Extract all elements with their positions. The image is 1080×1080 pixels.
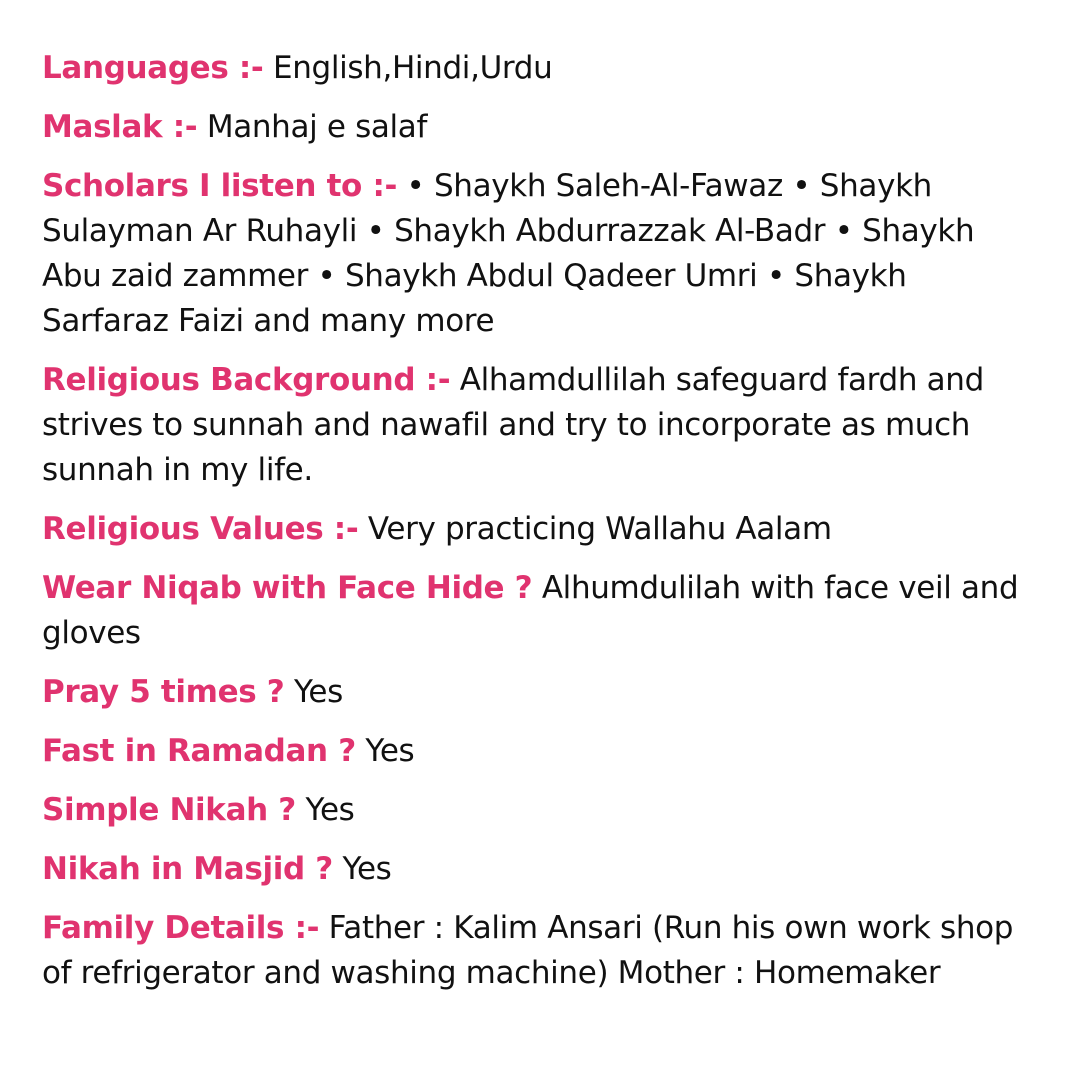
label-simple-nikah: Simple Nikah ? bbox=[42, 792, 296, 828]
value-languages: English,Hindi,Urdu bbox=[272, 50, 553, 86]
entry-niqab bbox=[42, 566, 1032, 656]
entry-languages bbox=[42, 46, 1032, 91]
label-religious-background: Religious Background :- bbox=[42, 362, 451, 398]
label-languages: Languages :- bbox=[42, 50, 264, 86]
label-religious-values: Religious Values :- bbox=[42, 511, 359, 547]
entry-family-details bbox=[42, 906, 1032, 996]
label-fast: Fast in Ramadan ? bbox=[42, 733, 356, 769]
entry-scholars bbox=[42, 164, 1032, 344]
entry-nikah-masjid bbox=[42, 847, 1032, 892]
label-nikah-masjid: Nikah in Masjid ? bbox=[42, 851, 333, 887]
label-maslak: Maslak :- bbox=[42, 109, 198, 145]
label-niqab: Wear Niqab with Face Hide ? bbox=[42, 570, 533, 606]
value-scholars: • Shaykh Saleh-Al-Fawaz • Shaykh Sulayman Ar Ruhayli • Shaykh Abdurrazzak Al-Badr • Shaykh Abu zaid zammer • Shaykh Abdul Qadeer Umri • Shaykh Sarfaraz Faizi and many more bbox=[42, 168, 975, 339]
value-religious-values: Very practicing Wallahu Aalam bbox=[367, 511, 832, 547]
entry-pray bbox=[42, 670, 1032, 715]
entry-religious-background bbox=[42, 358, 1032, 493]
label-pray: Pray 5 times ? bbox=[42, 674, 285, 710]
entry-fast bbox=[42, 729, 1032, 774]
value-family-details: Father : Kalim Ansari (Run his own work shop of refrigerator and washing machine) Mother : Homemaker bbox=[42, 910, 1014, 991]
label-family-details: Family Details :- bbox=[42, 910, 320, 946]
value-religious-background: Alhamdullilah safeguard fardh and strives to sunnah and nawafil and try to incorporate as much sunnah in my life. bbox=[42, 362, 984, 488]
value-niqab: Alhumdulilah with face veil and gloves bbox=[42, 570, 1019, 651]
value-simple-nikah: Yes bbox=[305, 792, 355, 828]
profile-details bbox=[42, 46, 1032, 1010]
value-maslak: Manhaj e salaf bbox=[206, 109, 428, 145]
entry-simple-nikah bbox=[42, 788, 1032, 833]
value-nikah-masjid: Yes bbox=[342, 851, 392, 887]
value-pray: Yes bbox=[293, 674, 343, 710]
value-fast: Yes bbox=[365, 733, 415, 769]
entry-religious-values bbox=[42, 507, 1032, 552]
label-scholars: Scholars I listen to :- bbox=[42, 168, 398, 204]
entry-maslak bbox=[42, 105, 1032, 150]
